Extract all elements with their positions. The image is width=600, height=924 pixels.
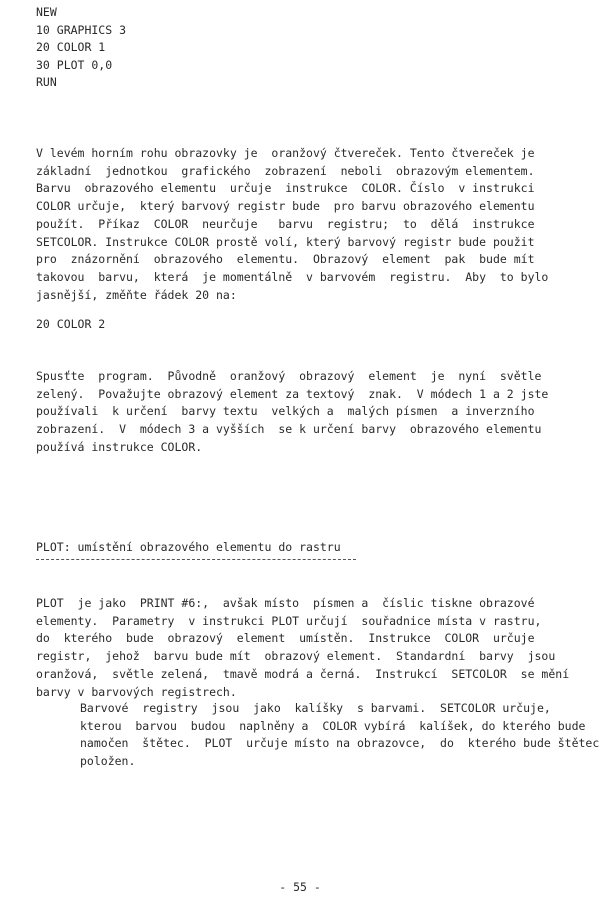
code-line-color-2: 20 COLOR 2 [36,317,106,331]
paragraph-plot: PLOT je jako PRINT #6:, avšak místo písmen a číslic tiskne obrazové elementy. Parametry v instrukci PLOT určují souřadnice místa v rastru, do kterého bude obrazový element umístěn. Instrukce COLOR určuje registr, jehož barvu bude mít obrazový element. Standardní barvy jsou oranžová, světle zelená, tmavě modrá a černá. Instrukcí SETCOLOR se mění barvy v barvových registrech. [36,596,570,699]
page-number: - 55 - [279,880,321,894]
paragraph-run-program: Spusťte program. Původně oranžový obrazový element je nyní světle zelený. Považujte obrazový element za textový znak. V módech 1 a 2 jste používali k určení barvy textu velkých a malých písmen a inverzního zobrazení. V módech 3 a vyšších se k určení barvy obrazového elementu používá instrukce COLOR. [36,369,549,454]
paragraph-color-explanation: V levém horním rohu obrazovky je oranžový čtvereček. Tento čtvereček je základní jednotkou grafického zobrazení neboli obrazovým elementem. Barvu obrazového elementu určuje instrukce COLOR. Číslo v instrukci COLOR určuje, který barvový registr bude pro barvu obrazového elementu použít. Příkaz COLOR neurčuje barvu registru; to dělá instrukce SETCOLOR. Instrukce COLOR prostě volí, který barvový registr bude použit pro znázornění obrazového elementu. Obrazový element pak bude mít takovou barvu, která je momentálně v barvovém registru. Aby to bylo jasnější, změňte řádek 20 na: [36,146,549,302]
heading-underline [36,559,356,560]
section-heading-plot: PLOT: umístění obrazového elementu do rastru [36,540,341,554]
code-listing: NEW 10 GRAPHICS 3 20 COLOR 1 30 PLOT 0,0 RUN [36,5,127,90]
paragraph-color-registers: Barvové registry jsou jako kalíšky s barvami. SETCOLOR určuje, kterou barvou budou naplněny a COLOR vybírá kalíšek, do kterého bude namočen štětec. PLOT určuje místo na obrazovce, do kterého bude štětec položen. [80,701,600,769]
